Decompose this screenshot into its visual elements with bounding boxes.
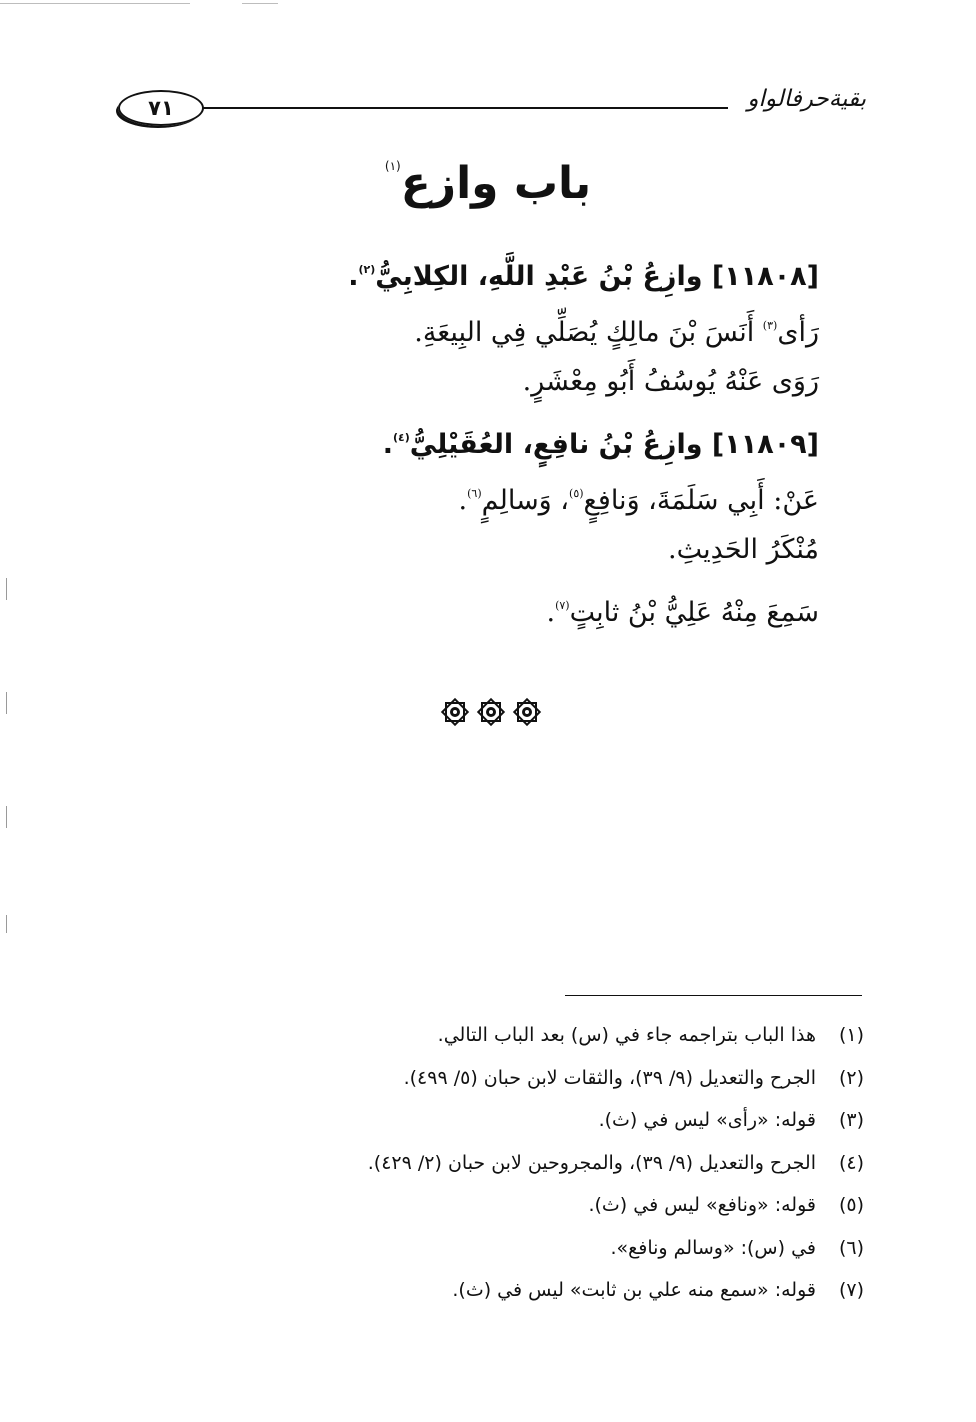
main-text xyxy=(348,242,819,634)
footnote-number: (٥) xyxy=(838,1194,864,1216)
scan-margin-mark xyxy=(6,915,7,933)
text-line: عَنْ: أَبِي سَلَمَةَ، وَنافِعٍ$^{(٥)}$، وَسالِمٍ$^{(٦)}$. xyxy=(458,485,819,516)
footnote-number: (٣) xyxy=(838,1109,864,1131)
footnote-text: قوله: «رأى» ليس في (ث). xyxy=(598,1109,816,1131)
star-ornament-icon xyxy=(440,697,470,727)
footnote-number: (٢) xyxy=(838,1066,864,1089)
footnote-number: (٦) xyxy=(838,1236,864,1259)
scan-margin-mark xyxy=(6,692,7,714)
footnote xyxy=(368,1014,864,1057)
footnote-ref: (١) xyxy=(384,159,401,173)
footnote-text: هذا الباب بتراجمه جاء في (س) بعد الباب التالي. xyxy=(437,1024,816,1046)
text-line: رَوَى عَنْهُ يُوسُفُ أَبُو مِعْشَرٍ. xyxy=(522,366,819,397)
chapter-heading xyxy=(0,158,976,209)
scan-margin-mark xyxy=(6,578,7,600)
page-number-badge xyxy=(118,90,204,126)
footnote-ref: (٥) xyxy=(569,487,584,500)
footnote xyxy=(368,1057,864,1100)
footnote-text: قوله: «ونافع» ليس في (ث). xyxy=(588,1194,816,1216)
footnote xyxy=(368,1227,864,1270)
footnotes xyxy=(368,1014,864,1312)
scan-edge-mark xyxy=(242,3,278,4)
scan-edge-mark xyxy=(0,3,190,4)
footnote-ref: (٢) xyxy=(358,263,376,276)
footnote-ref: (٤) xyxy=(392,431,410,444)
footnote-separator xyxy=(565,995,862,996)
footnote-number: (٧) xyxy=(838,1279,864,1301)
entry-heading: [١١٨٠٨] وازِعُ بْنُ عَبْدِ اللَّهِ، الكِلابِيُّ$^{(٢)}$. xyxy=(348,261,819,292)
footnote-ref: (٦) xyxy=(467,487,482,500)
footnote-number: (٤) xyxy=(838,1151,864,1174)
footnote-ref: (٧) xyxy=(555,599,570,612)
header-rule xyxy=(202,107,728,109)
footnote-ref: (٣) xyxy=(762,319,778,332)
page-number: ٧١ xyxy=(148,96,174,120)
footnote-text: قوله: «سمع منه علي بن ثابت» ليس في (ث). xyxy=(452,1279,816,1301)
scan-margin-mark xyxy=(6,806,7,828)
star-ornament-icon xyxy=(512,697,542,727)
footnote-text: في (س): «وسالم ونافع». xyxy=(610,1236,816,1259)
footnote xyxy=(368,1142,864,1185)
text-line: رَأى$^{(٣)}$ أَنَسَ بْنَ مالِكٍ يُصَلِّي فِي البِيعَةِ. xyxy=(414,317,819,348)
footnote-text: الجرح والتعديل (٩/ ٣٩)، والثقات لابن حبان (٥/ ٤٩٩). xyxy=(403,1066,816,1089)
star-ornament-icon xyxy=(476,697,506,727)
text-line: مُنْكَرُ الحَدِيثِ. xyxy=(668,534,819,565)
footnote xyxy=(368,1269,864,1312)
footnote-number: (١) xyxy=(838,1024,864,1046)
footnote xyxy=(368,1184,864,1227)
footnote xyxy=(368,1099,864,1142)
running-header xyxy=(118,86,866,132)
footnote-text: الجرح والتعديل (٩/ ٣٩)، والمجروحين لابن حبان (٢/ ٤٢٩). xyxy=(367,1151,816,1174)
text-line: سَمِعَ مِنْهُ عَلِيُّ بْنُ ثابِتٍ$^{(٧)}$. xyxy=(546,597,819,628)
section-end-ornaments xyxy=(440,697,542,727)
chapter-title: باب وازع xyxy=(400,158,592,209)
entry-heading: [١١٨٠٩] وازِعُ بْنُ نافِعٍ، العُقَيْلِيُّ$^{(٤)}$. xyxy=(382,429,819,460)
running-title: بقيةحرفالواو xyxy=(747,86,866,112)
